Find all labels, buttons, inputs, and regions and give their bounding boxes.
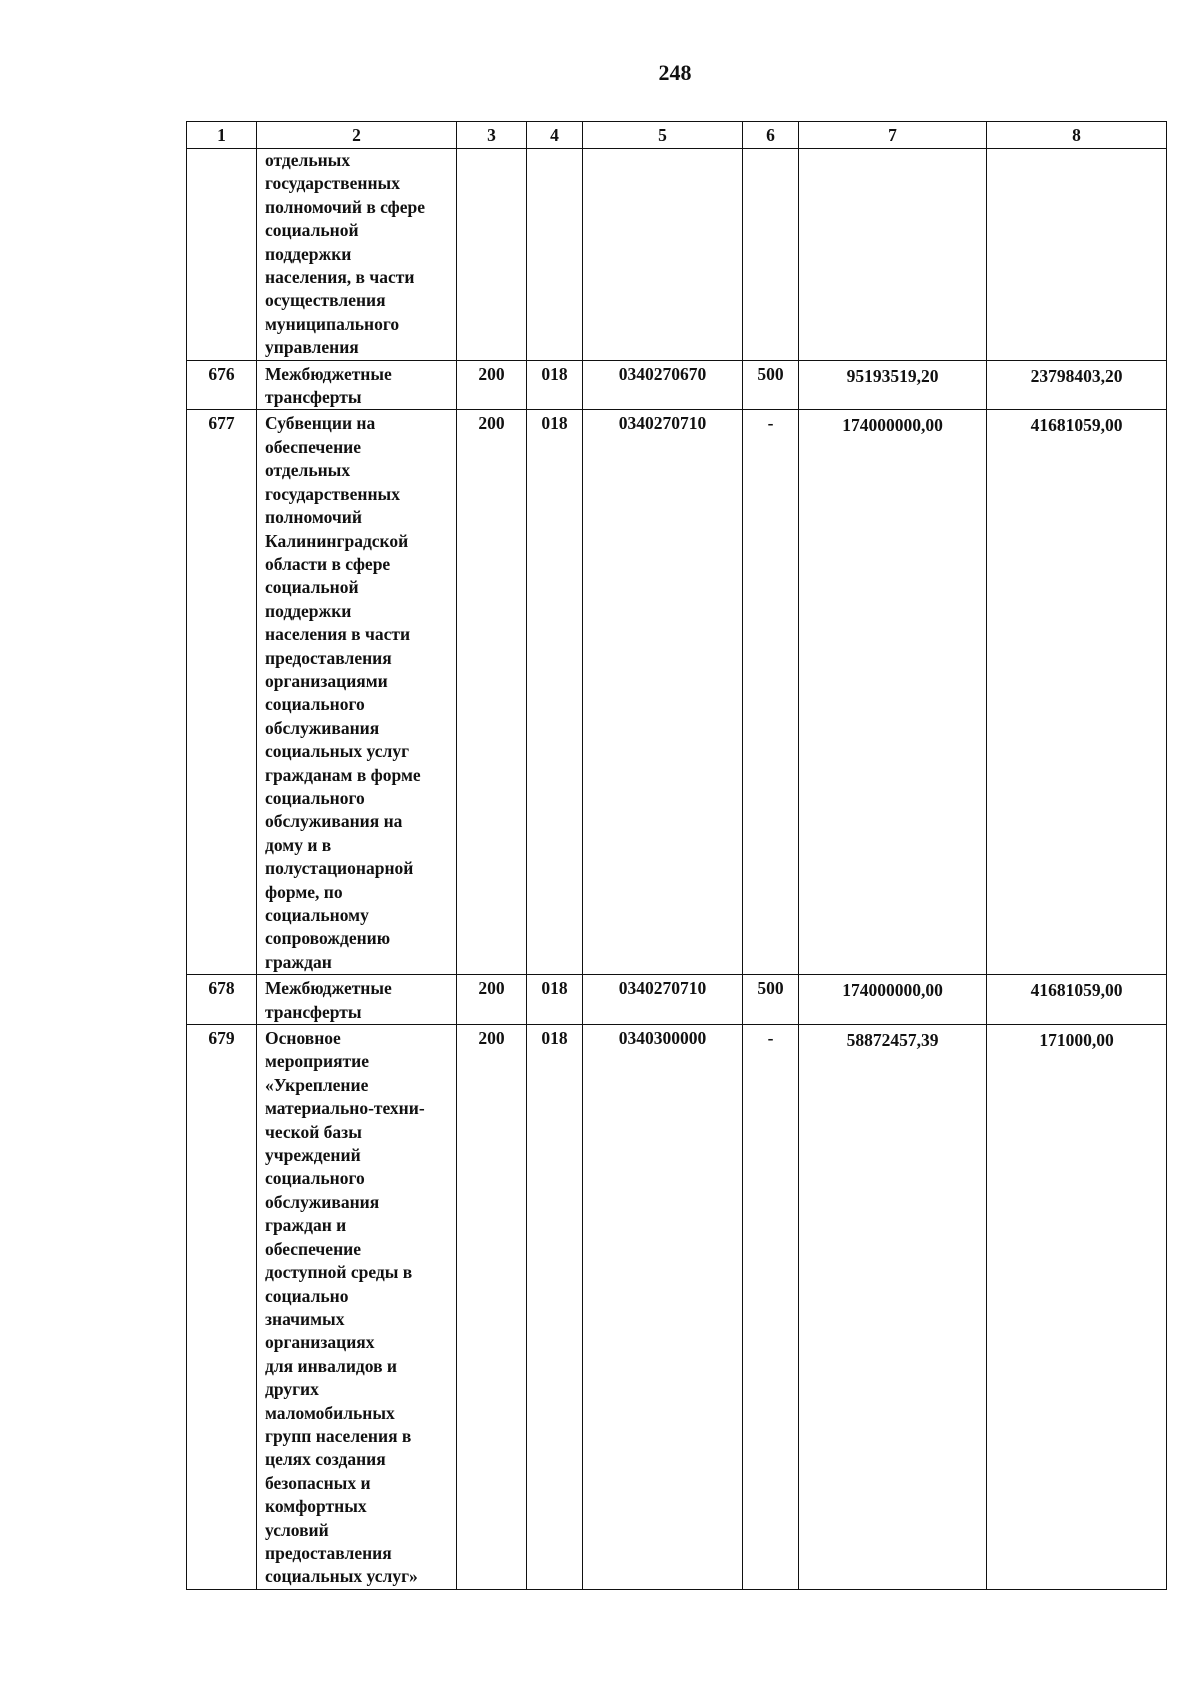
budget-table <box>186 121 1167 1590</box>
row-col4: 018 <box>527 360 583 410</box>
row-description: Межбюджетные трансферты <box>257 975 457 1025</box>
table-row <box>187 1025 1167 1590</box>
row-description: Субвенции на обеспечение отдельных государственных полномочий Калининградской области в сфере социальной поддержки населения в части предоставления организациями социального обслуживания социальных услуг гражданам в форме социального обслуживания на дому и в полустационарной форме, по социальному сопровождению граждан <box>257 410 457 975</box>
row-number: 677 <box>187 410 257 975</box>
row-number: 678 <box>187 975 257 1025</box>
row-col7: 174000000,00 <box>799 410 987 975</box>
budget-table-container <box>186 121 1166 1590</box>
row-col8: 23798403,20 <box>987 360 1167 410</box>
row-col8 <box>987 149 1167 361</box>
row-number <box>187 149 257 361</box>
row-col4: 018 <box>527 975 583 1025</box>
row-col4: 018 <box>527 410 583 975</box>
row-col6: 500 <box>743 360 799 410</box>
row-col3: 200 <box>457 360 527 410</box>
row-col7: 58872457,39 <box>799 1025 987 1590</box>
table-row <box>187 975 1167 1025</box>
row-col7 <box>799 149 987 361</box>
column-header: 6 <box>743 122 799 149</box>
row-col5: 0340270670 <box>583 360 743 410</box>
row-col4 <box>527 149 583 361</box>
row-col3: 200 <box>457 975 527 1025</box>
page-number: 248 <box>658 60 692 85</box>
column-header: 7 <box>799 122 987 149</box>
row-col5: 0340270710 <box>583 410 743 975</box>
row-col6: - <box>743 410 799 975</box>
column-header: 1 <box>187 122 257 149</box>
row-col3 <box>457 149 527 361</box>
row-col8: 41681059,00 <box>987 410 1167 975</box>
row-col7: 174000000,00 <box>799 975 987 1025</box>
column-header: 4 <box>527 122 583 149</box>
table-row <box>187 149 1167 361</box>
row-col3: 200 <box>457 410 527 975</box>
row-col7: 95193519,20 <box>799 360 987 410</box>
row-col5: 0340270710 <box>583 975 743 1025</box>
table-row <box>187 360 1167 410</box>
row-number: 676 <box>187 360 257 410</box>
row-col8: 41681059,00 <box>987 975 1167 1025</box>
column-header: 3 <box>457 122 527 149</box>
table-row <box>187 410 1167 975</box>
row-col5 <box>583 149 743 361</box>
row-description: Межбюджетные трансферты <box>257 360 457 410</box>
row-col8: 171000,00 <box>987 1025 1167 1590</box>
header-row <box>187 122 1167 149</box>
column-header: 2 <box>257 122 457 149</box>
row-description: отдельных государственных полномочий в сфере социальной поддержки населения, в части осуществления муниципального управления <box>257 149 457 361</box>
column-header: 8 <box>987 122 1167 149</box>
column-header: 5 <box>583 122 743 149</box>
row-col3: 200 <box>457 1025 527 1590</box>
row-number: 679 <box>187 1025 257 1590</box>
row-col6: 500 <box>743 975 799 1025</box>
row-col6: - <box>743 1025 799 1590</box>
row-col6 <box>743 149 799 361</box>
row-col5: 0340300000 <box>583 1025 743 1590</box>
row-col4: 018 <box>527 1025 583 1590</box>
row-description: Основное мероприятие «Укрепление материально-техни- ческой базы учреждений социального обслуживания граждан и обеспечение доступной среды в социально значимых организациях для инвалидов и других маломобильных групп населения в целях создания безопасных и комфортных условий предоставления социальных услуг» <box>257 1025 457 1590</box>
